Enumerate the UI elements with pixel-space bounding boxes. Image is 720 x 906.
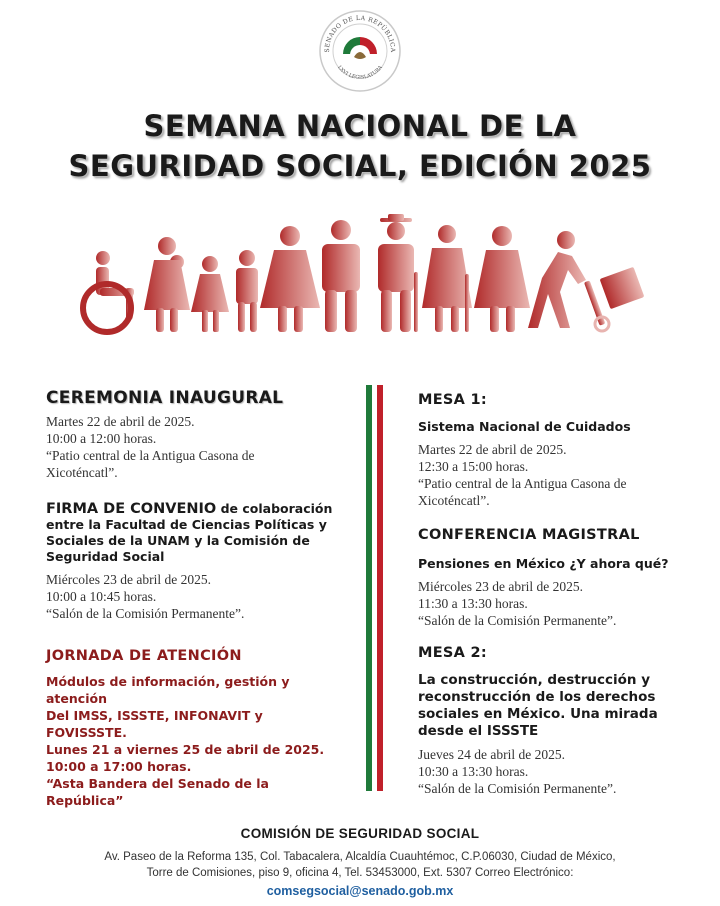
mesa1-time: 12:30 a 15:00 horas. [418, 459, 529, 474]
firma-line-4: Seguridad Social [46, 549, 165, 564]
mesa2-date: Jueves 24 de abril de 2025. [418, 747, 565, 762]
jornada-line-3: Lunes 21 a viernes 25 de abril de 2025. [46, 742, 325, 757]
footer-title: COMISIÓN DE SEGURIDAD SOCIAL [240, 826, 480, 841]
seal-bottom-text: LXVI LEGISLATURA [336, 64, 384, 81]
mesa2-heading: MESA 2: [418, 645, 488, 661]
boy-icon [236, 250, 258, 332]
ceremonia-date: Martes 22 de abril de 2025. [46, 414, 195, 429]
old-man-with-cane-icon [378, 214, 418, 332]
jornada-line-1: Módulos de información, gestión y atención [46, 674, 290, 706]
mesa2-subtitle-3: sociales en México. Una mirada [418, 706, 658, 722]
girl-icon [191, 256, 229, 332]
mesa1-place-1: “Patio central de la Antigua Casona de [418, 476, 627, 491]
footer-address-2: Torre de Comisiones, piso 9, oficina 4, Tel. 53453000, Ext. 5307 Correo Electrónico: [146, 867, 574, 879]
title-line-2: SEGURIDAD SOCIAL, EDICIÓN 2025 [68, 149, 652, 183]
right-column [418, 392, 708, 797]
title-line-1: SEMANA NACIONAL DE LA [143, 109, 577, 143]
firma-heading: FIRMA DE CONVENIO [46, 501, 217, 517]
flag-divider [366, 385, 383, 791]
mesa2-subtitle-4: desde el ISSSTE [418, 723, 539, 739]
ceremonia-place-2: Xicoténcatl”. [46, 465, 118, 480]
mesa2-subtitle-2: reconstrucción de los derechos [418, 689, 656, 705]
ceremonia-heading: CEREMONIA INAUGURAL [46, 388, 284, 408]
seal-icon [319, 10, 401, 92]
page-title [0, 106, 720, 186]
firma-line-3: Sociales de la UNAM y la Comisión de [46, 533, 310, 548]
woman-with-baby-icon [144, 237, 190, 332]
conferencia-date: Miércoles 23 de abril de 2025. [418, 579, 583, 594]
mesa2-subtitle-1: La construcción, destrucción y [418, 672, 650, 688]
jornada-line-4: 10:00 a 17:00 horas. [46, 759, 192, 774]
mesa1-subtitle: Sistema Nacional de Cuidados [418, 419, 631, 434]
left-column [46, 390, 346, 809]
firma-line-2: entre la Facultad de Ciencias Políticas y [46, 517, 327, 532]
footer-email-link[interactable]: comsegsocial@senado.gob.mx [266, 884, 454, 898]
conferencia-place: “Salón de la Comisión Permanente”. [418, 613, 617, 628]
conferencia-time: 11:30 a 13:30 horas. [418, 596, 528, 611]
ceremonia-place-1: “Patio central de la Antigua Casona de [46, 448, 255, 463]
worker-hand-truck-icon [528, 231, 644, 331]
man-icon [322, 220, 360, 332]
wheelchair-person-icon [83, 251, 134, 332]
mesa1-date: Martes 22 de abril de 2025. [418, 442, 567, 457]
conferencia-subtitle: Pensiones en México ¿Y ahora qué? [418, 556, 669, 571]
woman-icon [260, 226, 320, 332]
firma-place: “Salón de la Comisión Permanente”. [46, 606, 245, 621]
people-illustration [70, 214, 650, 340]
firma-date: Miércoles 23 de abril de 2025. [46, 572, 211, 587]
mesa1-place-2: Xicoténcatl”. [418, 493, 490, 508]
mesa1-heading: MESA 1: [418, 392, 488, 408]
jornada-heading: JORNADA DE ATENCIÓN [46, 648, 242, 664]
mesa2-place: “Salón de la Comisión Permanente”. [418, 781, 617, 796]
ceremonia-time: 10:00 a 12:00 horas. [46, 431, 157, 446]
seal-top-text: SENADO DE LA REPÚBLICA [323, 14, 397, 53]
woman-elder-icon [474, 226, 530, 332]
senado-seal [319, 10, 401, 92]
jornada-line-5: “Asta Bandera del Senado de la República” [46, 776, 269, 808]
footer [0, 826, 720, 898]
old-woman-with-cane-icon [422, 225, 472, 332]
jornada-line-2: Del IMSS, ISSSTE, INFONAVIT y FOVISSSTE. [46, 708, 263, 740]
mesa2-time: 10:30 a 13:30 horas. [418, 764, 529, 779]
conferencia-heading: CONFERENCIA MAGISTRAL [418, 527, 640, 543]
firma-time: 10:00 a 10:45 horas. [46, 589, 157, 604]
firma-heading-rest: de colaboración [216, 501, 333, 516]
footer-address-1: Av. Paseo de la Reforma 135, Col. Tabacalera, Alcaldía Cuauhtémoc, C.P.06030, Ciudad de México, [104, 851, 616, 863]
